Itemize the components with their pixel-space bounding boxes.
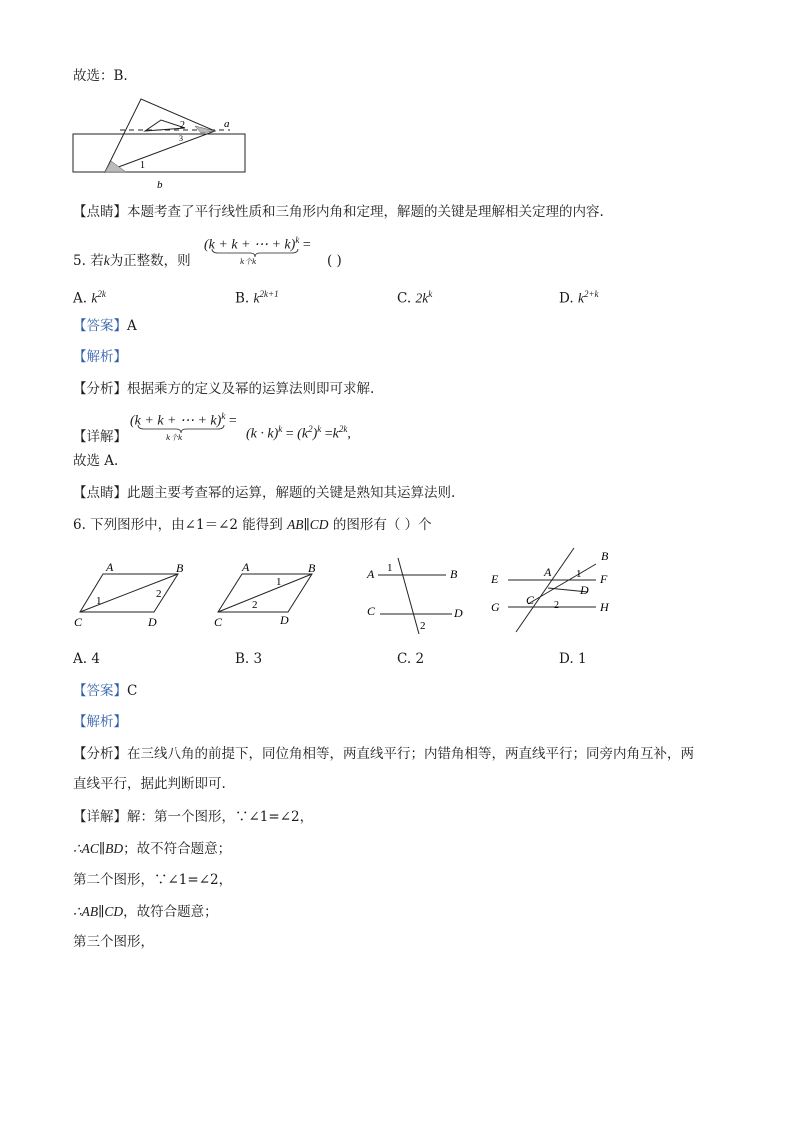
svg-text:C: C — [367, 604, 376, 618]
svg-text:D: D — [454, 606, 463, 620]
q5-option-c: C. $2k^k$ — [397, 289, 433, 307]
q6-detail-line4: ∴AB∥CD，故符合题意； — [73, 904, 218, 920]
svg-text:A: A — [242, 560, 250, 574]
q5-fenxi: 【分析】根据乘方的定义及幂的运算法则即可求解. — [73, 381, 375, 397]
svg-text:B: B — [450, 567, 458, 581]
svg-text:E: E — [491, 572, 499, 586]
label-a: a — [224, 118, 230, 130]
q5-stem-mid: 为正整数，则 — [109, 253, 191, 269]
svg-text:2: 2 — [252, 599, 258, 611]
q6-figure-1 — [70, 558, 200, 633]
q5-number: 5. — [73, 253, 86, 269]
svg-text:2: 2 — [156, 588, 162, 600]
q6-detail-line2: ∴AC∥BD；故不符合题意； — [73, 841, 232, 857]
svg-text:2: 2 — [420, 620, 426, 632]
svg-text:1: 1 — [576, 568, 582, 580]
q5-detail-steps: $(k \cdot k)^k = (k^2)^k =k^{2k}$, — [246, 424, 351, 442]
q6-fenxi-line2: 直线平行，据此判断即可. — [73, 776, 226, 792]
svg-text:B: B — [308, 561, 316, 575]
q6-option-d: D. 1 — [559, 651, 587, 667]
q4-comment: 【点睛】本题考查了平行线性质和三角形内角和定理，解题的关键是理解相关定理的内容. — [73, 204, 604, 220]
q5-option-d: D. $k^{2+k}$ — [559, 289, 599, 307]
q5-option-b: B. $k^{2k+1}$ — [235, 289, 279, 307]
svg-text:C: C — [526, 593, 535, 607]
svg-text:D: D — [148, 615, 157, 629]
q5-answer: 【答案】A — [73, 318, 137, 334]
svg-text:1: 1 — [276, 576, 282, 588]
q5-detail-tag: 【详解】 — [73, 429, 127, 445]
q6-answer: 【答案】C — [73, 683, 138, 699]
svg-text:B: B — [176, 561, 184, 575]
q6-stem: 6. 下列图形中，由∠1＝∠2 能得到 AB∥CD 的图形有（ ）个 — [73, 517, 432, 533]
q5-stem — [73, 252, 191, 270]
q6-fenxi-line1: 【分析】在三线八角的前提下，同位角相等，两直线平行；内错角相等，两直线平行；同旁内角互补，两 — [73, 746, 694, 762]
svg-text:A: A — [106, 560, 114, 574]
svg-text:H: H — [600, 600, 609, 614]
svg-text:1: 1 — [96, 595, 102, 607]
q6-detail-line1: 【详解】解：第一个图形，∵∠1=∠2， — [73, 809, 314, 825]
svg-text:2: 2 — [554, 600, 559, 611]
q6-option-a: A. 4 — [73, 651, 100, 667]
svg-text:C: C — [214, 615, 223, 629]
detail-underbrace-label: k个k — [166, 433, 183, 442]
label-2: 2 — [180, 120, 185, 131]
conclusion-text: 故选：B. — [73, 68, 128, 84]
q5-expression: (k + k + ⋯ + k)$^k$ = — [204, 235, 311, 253]
svg-text:D: D — [280, 613, 289, 627]
svg-text:D: D — [580, 583, 589, 597]
q6-detail-line3: 第二个图形，∵∠1=∠2， — [73, 872, 233, 888]
svg-text:F: F — [600, 572, 608, 586]
svg-text:A: A — [367, 567, 375, 581]
label-1: 1 — [140, 160, 145, 171]
figure-triangle-ruler — [70, 96, 270, 196]
q5-option-a: A. $k^{2k}$ — [73, 289, 106, 307]
svg-text:C: C — [74, 615, 83, 629]
q6-analysis-tag: 【解析】 — [73, 714, 127, 730]
svg-text:B: B — [601, 549, 609, 563]
svg-text:A: A — [544, 565, 552, 579]
q5-stem-pre: 若 — [90, 253, 104, 269]
label-3: 3 — [179, 134, 183, 143]
q5-var: k — [103, 253, 110, 268]
q5-analysis-tag: 【解析】 — [73, 349, 127, 365]
q6-figure-4 — [488, 546, 618, 636]
q6-figure-2 — [210, 558, 340, 633]
q5-comment: 【点睛】此题主要考查幂的运算，解题的关键是熟知其运算法则. — [73, 485, 456, 501]
q6-option-c: C. 2 — [397, 651, 425, 667]
svg-text:G: G — [491, 600, 500, 614]
q5-blank: ( ) — [327, 253, 342, 269]
label-b: b — [157, 179, 163, 191]
q5-detail-expr: (k + k + ⋯ + k)$^k$ = — [130, 411, 237, 429]
underbrace-label: k个k — [240, 257, 257, 266]
q6-figure-3 — [362, 552, 472, 637]
svg-text:1: 1 — [387, 562, 393, 574]
q6-option-b: B. 3 — [235, 651, 263, 667]
q5-conclusion: 故选 A. — [73, 453, 119, 469]
q6-detail-line5: 第三个图形， — [73, 934, 154, 950]
